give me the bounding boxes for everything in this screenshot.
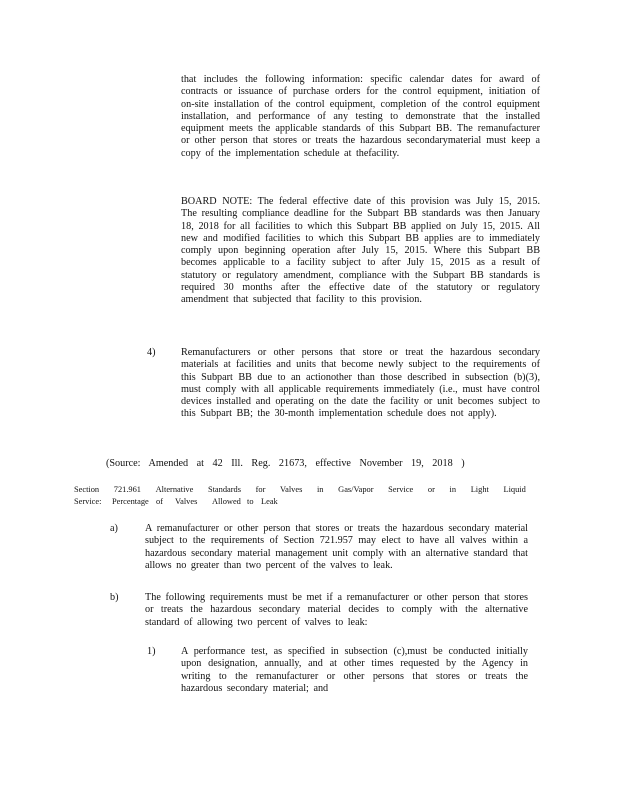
heading-word: for <box>255 485 266 494</box>
heading-word: of <box>156 497 163 507</box>
item-marker-b1: 1) <box>147 646 156 657</box>
item-marker-4: 4) <box>147 347 156 358</box>
heading-word: Valves <box>175 497 198 507</box>
section-heading-line-2 <box>74 496 526 508</box>
heading-word: Section <box>74 485 100 494</box>
heading-word: Liquid <box>503 485 526 494</box>
source-note: (Source: Amended at 42 Ill. Reg. 21673, effective November 19, 2018 ) <box>106 458 465 469</box>
heading-word: 721.961 <box>113 485 141 494</box>
item-marker-a: a) <box>110 523 118 534</box>
section-heading-line-1 <box>74 484 526 496</box>
heading-word: Light <box>470 485 489 494</box>
heading-word: Service: <box>74 497 102 507</box>
paragraph-item-4: Remanufacturers or other persons that store or treat the hazardous secondary materials at facilities and units that become newly subject to the requirements of this Subpart BB due to an actionother than those described in subsection (b)(3), must comply with all applicable requirements immediately (i.e., must have control devices installed and operating on the date the facility or unit becomes subject to this Subpart BB; the 30-month implementation schedule does not apply). <box>181 347 540 420</box>
heading-word: Allowed <box>212 497 241 507</box>
paragraph-subsection-b1: A performance test, as specified in subsection (c),must be conducted initially upon designation, annually, and at other times requested by the Agency in writing to the remanufacturer or other persons that stores or treats the hazardous secondary material; and <box>181 646 528 694</box>
heading-word: in <box>449 485 457 494</box>
paragraph-board-note: BOARD NOTE: The federal effective date of this provision was July 15, 2015. The resulting compliance deadline for the Subpart BB standards was then January 18, 2018 for all facilities to which this Subpart BB applied on July 15, 2015. All new and modified facilities to which this Subpart BB applies are to immediately comply upon beginning operation after July 15, 2015. Where this Subpart BB becomes applicable to a facility subject to after July 15, 2015 as a result of statutory or regulatory amendment, compliance with the Subpart BB standards is required 30 months after the effective date of the statutory or regulatory amendment that subjected that facility to this provision. <box>181 196 540 306</box>
heading-word: to <box>247 497 254 507</box>
heading-word: Gas/Vapor <box>338 485 374 494</box>
heading-word: Leak <box>261 497 278 507</box>
heading-word: Service <box>388 485 414 494</box>
item-marker-b: b) <box>110 592 119 603</box>
heading-word: in <box>316 485 324 494</box>
paragraph-subsection-b: The following requirements must be met if a remanufacturer or other person that stores or treats the hazardous secondary material decides to comply with the alternative standard of allowing two percent of valves to leak: <box>145 592 528 628</box>
paragraph-implementation-schedule: that includes the following information: specific calendar dates for award of contracts or issuance of purchase orders for the control equipment, initiation of on-site installation of the control equipment, completion of the control equipment installation, and performance of any testing to demonstrate that the installed equipment meets the applicable standards of this Subpart BB. The remanufacturer or other person that stores or treats the hazardous secondarymaterial must keep a copy of the implementation schedule at thefacility. <box>181 74 540 159</box>
heading-word: Valves <box>280 485 303 494</box>
heading-word: Percentage <box>112 497 149 507</box>
heading-word: Standards <box>207 485 241 494</box>
heading-word: or <box>427 485 435 494</box>
section-heading <box>74 484 526 509</box>
heading-word: Alternative <box>155 485 194 494</box>
paragraph-subsection-a: A remanufacturer or other person that stores or treats the hazardous secondary material subject to the requirements of Section 721.957 may elect to have all valves within a hazardous secondary material management unit comply with an alternative standard that allows no greater than two percent of the valves to leak. <box>145 523 528 571</box>
